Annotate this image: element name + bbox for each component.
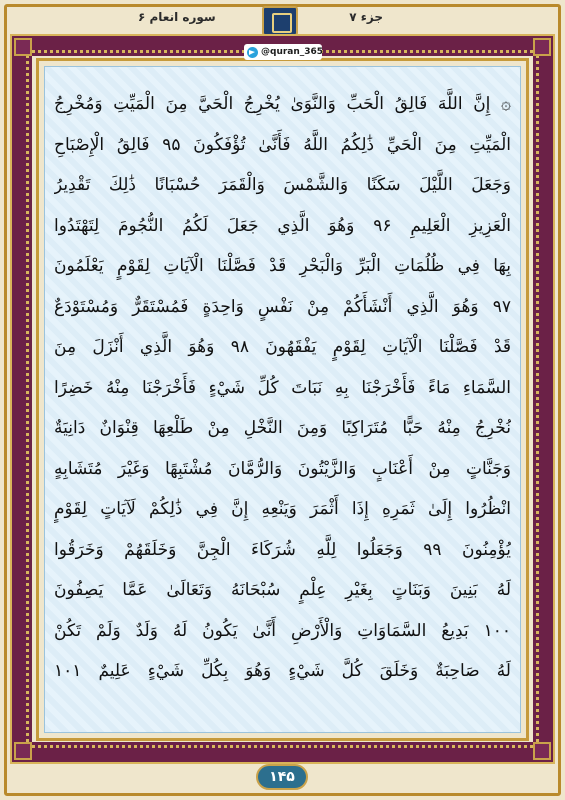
verse-line: وَجَنَّاتٍ مِنْ أَعْنَابٍ وَالزَّيْتُونَ وَالرُّمَّانَ مُشْتَبِهًا وَغَيْرَ مُتَشَابِهٍ — [54, 458, 511, 479]
verse-line: قَدْ فَصَّلْنَا الْآيَاتِ لِقَوْمٍ يَفْقَهُونَ ۹۸ وَهُوَ الَّذِي أَنْزَلَ مِنَ — [54, 337, 511, 357]
verse-line: يُؤْمِنُونَ ۹۹ وَجَعَلُوا لِلَّهِ شُرَكَاءَ الْجِنَّ وَخَلَقَهُمْ وَخَرَقُوا — [54, 539, 511, 560]
surah-label: سوره انعام ۶ — [138, 10, 216, 24]
verse-line: بِهَا فِي ظُلُمَاتِ الْبَرِّ وَالْبَحْرِ قَدْ فَصَّلْنَا الْآيَاتِ لِقَوْمٍ يَعْلَمُونَ — [54, 256, 511, 276]
verse-lines — [54, 84, 511, 692]
telegram-icon — [247, 47, 258, 58]
verse-line: الْعَزِيزِ الْعَلِيمِ ۹۶ وَهُوَ الَّذِي جَعَلَ لَكُمُ النُّجُومَ لِتَهْتَدُوا — [54, 215, 511, 236]
telegram-handle[interactable] — [244, 44, 322, 60]
verse-line: ۱۰۰ بَدِيعُ السَّمَاوَاتِ وَالْأَرْضِ أَنَّىٰ يَكُونُ لَهُ وَلَدٌ وَلَمْ تَكُنْ — [54, 620, 511, 641]
juz-label: جزء ۷ — [349, 10, 383, 24]
verse-line: انْظُرُوا إِلَىٰ ثَمَرِهِ إِذَا أَثْمَرَ وَيَنْعِهِ إِنَّ فِي ذَٰلِكُمْ لَآيَاتٍ لِقَوْمٍ — [54, 499, 511, 519]
verse-line: الْمَيِّتِ مِنَ الْحَيِّ ذَٰلِكُمُ اللَّهُ فَأَنَّىٰ تُؤْفَكُونَ ۹۵ فَالِقُ الْإِصْبَاحِ — [54, 134, 511, 155]
handle-text: @quran_365 — [261, 47, 324, 57]
corner-ornament-icon — [533, 742, 551, 760]
page-header — [0, 0, 565, 34]
corner-ornament-icon — [14, 38, 32, 56]
page-number: ۱۴۵ — [256, 764, 308, 790]
verse-line: السَّمَاءِ مَاءً فَأَخْرَجْنَا بِهِ نَبَاتَ كُلِّ شَيْءٍ فَأَخْرَجْنَا مِنْهُ خَضِرًا — [54, 377, 511, 398]
verse-line: ۹۷ وَهُوَ الَّذِي أَنْشَأَكُمْ مِنْ نَفْسٍ وَاحِدَةٍ فَمُسْتَقَرٌّ وَمُسْتَوْدَعٌ — [54, 296, 511, 317]
verse-line: لَهُ بَنِينَ وَبَنَاتٍ بِغَيْرِ عِلْمٍ سُبْحَانَهُ وَتَعَالَىٰ عَمَّا يَصِفُونَ — [54, 580, 511, 600]
verse-line: لَهُ صَاحِبَةٌ وَخَلَقَ كُلَّ شَيْءٍ وَهُوَ بِكُلِّ شَيْءٍ عَلِيمٌ ۱۰۱ — [54, 661, 511, 681]
verse-line: ۞ إِنَّ اللَّهَ فَالِقُ الْحَبِّ وَالنَّوَىٰ يُخْرِجُ الْحَيَّ مِنَ الْمَيِّتِ وَمُخْرِجُ — [54, 94, 511, 114]
verse-line: نُخْرِجُ مِنْهُ حَبًّا مُتَرَاكِبًا وَمِنَ النَّخْلِ مِنْ طَلْعِهَا قِنْوَانٌ دَانِيَةٌ — [54, 418, 511, 438]
corner-ornament-icon — [533, 38, 551, 56]
verse-line: وَجَعَلَ اللَّيْلَ سَكَنًا وَالشَّمْسَ وَالْقَمَرَ حُسْبَانًا ذَٰلِكَ تَقْدِيرُ — [54, 175, 511, 195]
quran-emblem-icon — [262, 6, 298, 36]
corner-ornament-icon — [14, 742, 32, 760]
